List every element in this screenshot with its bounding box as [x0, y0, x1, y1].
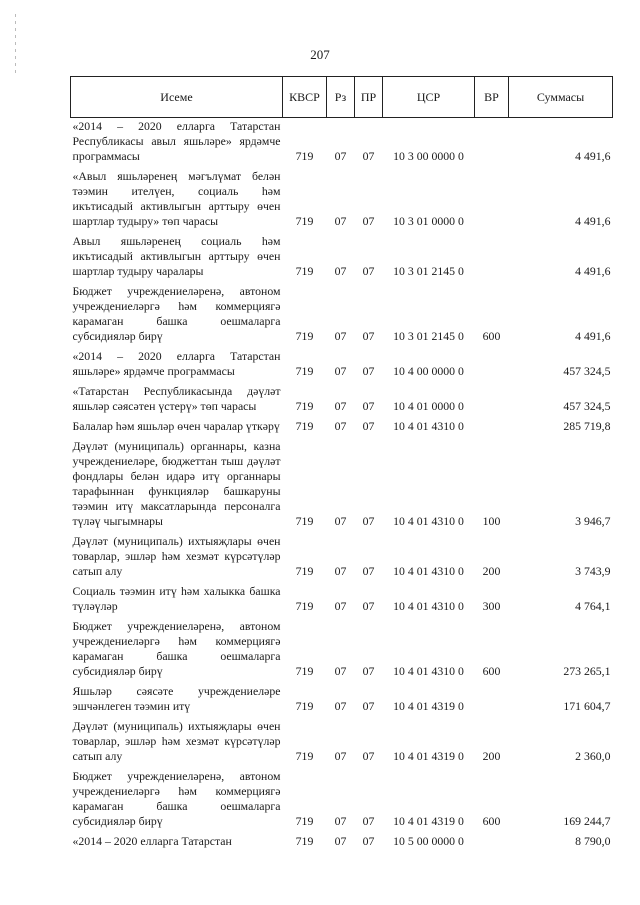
- cell-csr: 10 4 01 4310 0: [393, 599, 464, 613]
- cell-amount: 457 324,5: [563, 364, 611, 378]
- cell-amount: 4 491,6: [575, 264, 611, 278]
- cell-kvsr: 719: [295, 664, 314, 678]
- table-row: [71, 583, 613, 618]
- cell-csr: 10 4 01 4310 0: [393, 419, 464, 433]
- cell-pr: 07: [362, 814, 375, 828]
- cell-kvsr: 719: [295, 599, 314, 613]
- cell-amount: 3 743,9: [575, 564, 611, 578]
- cell-pr: 07: [362, 419, 375, 433]
- cell-csr: 10 3 00 0000 0: [393, 149, 464, 163]
- cell-rz: 07: [334, 699, 347, 713]
- table-row: [71, 233, 613, 283]
- cell-kvsr: 719: [295, 699, 314, 713]
- cell-vr: 600: [482, 664, 501, 678]
- cell-pr: 07: [362, 149, 375, 163]
- cell-rz: 07: [334, 399, 347, 413]
- cell-csr: 10 3 01 2145 0: [393, 264, 464, 278]
- cell-vr: [475, 233, 509, 283]
- header-rz: Рз: [327, 77, 355, 118]
- header-name: Исеме: [71, 77, 283, 118]
- cell-pr: 07: [362, 699, 375, 713]
- cell-rz: 07: [334, 514, 347, 528]
- cell-vr: [475, 418, 509, 438]
- cell-vr: [475, 383, 509, 418]
- cell-vr: 300: [482, 599, 501, 613]
- cell-pr: 07: [362, 599, 375, 613]
- cell-name: Авыл яшьләренең социаль һәм икътисадый активлыгын арттыру өчен шартлар тудыру чаралары: [72, 234, 281, 278]
- table-header-row: [71, 77, 613, 118]
- cell-amount: 8 790,0: [575, 834, 611, 848]
- cell-name: «2014 – 2020 елларга Татарстан Республикасы авыл яшьләре» ярдәмче программасы: [72, 119, 281, 163]
- table-row: [71, 348, 613, 383]
- scan-margin-mark: [15, 14, 16, 74]
- cell-kvsr: 719: [295, 834, 314, 848]
- cell-vr: 600: [482, 329, 501, 343]
- table-row: [71, 168, 613, 233]
- cell-csr: 10 4 01 4319 0: [393, 749, 464, 763]
- cell-name: Балалар һәм яшьләр өчен чаралар үткәрү: [72, 419, 280, 433]
- table-row: [71, 118, 613, 169]
- cell-name: «Татарстан Республикасында дәүләт яшьләр сәясәтен үстерү» төп чарасы: [72, 384, 281, 413]
- cell-kvsr: 719: [295, 214, 314, 228]
- cell-pr: 07: [362, 749, 375, 763]
- table-row: [71, 533, 613, 583]
- cell-name: Дәүләт (муниципаль) ихтыяҗлары өчен товарлар, эшләр һәм хезмәт күрсәтүләр сатып алу: [72, 719, 281, 763]
- cell-name: Дәүләт (муниципаль) органнары, казна учреждениеләре, бюджеттан тыш дәүләт фондлары белән идарә итү органнары тарафыннан функцияләр башкаруны тәэмин итү максатларында персоналга түләү чыгымнары: [72, 439, 281, 528]
- cell-vr: 100: [482, 514, 501, 528]
- cell-csr: 10 5 00 0000 0: [393, 834, 464, 848]
- table-row: [71, 683, 613, 718]
- table-row: [71, 833, 613, 853]
- cell-csr: 10 4 01 4310 0: [393, 564, 464, 578]
- cell-rz: 07: [334, 664, 347, 678]
- table-row: [71, 718, 613, 768]
- cell-kvsr: 719: [295, 364, 314, 378]
- cell-pr: 07: [362, 834, 375, 848]
- cell-amount: 4 491,6: [575, 329, 611, 343]
- cell-amount: 2 360,0: [575, 749, 611, 763]
- cell-rz: 07: [334, 364, 347, 378]
- table-row: [71, 418, 613, 438]
- table-row: [71, 438, 613, 533]
- cell-vr: 200: [482, 564, 501, 578]
- cell-pr: 07: [362, 664, 375, 678]
- header-kvsr: КВСР: [283, 77, 327, 118]
- cell-kvsr: 719: [295, 419, 314, 433]
- budget-table: [70, 76, 613, 853]
- cell-amount: 273 265,1: [563, 664, 611, 678]
- cell-name: Социаль тәэмин итү һәм халыкка башка түләүләр: [72, 584, 281, 613]
- cell-rz: 07: [334, 834, 347, 848]
- cell-kvsr: 719: [295, 149, 314, 163]
- cell-pr: 07: [362, 214, 375, 228]
- cell-pr: 07: [362, 564, 375, 578]
- cell-csr: 10 4 01 4310 0: [393, 514, 464, 528]
- cell-amount: 3 946,7: [575, 514, 611, 528]
- cell-amount: 4 491,6: [575, 149, 611, 163]
- cell-pr: 07: [362, 514, 375, 528]
- cell-pr: 07: [362, 364, 375, 378]
- cell-csr: 10 3 01 2145 0: [393, 329, 464, 343]
- header-amount: Суммасы: [509, 77, 613, 118]
- cell-rz: 07: [334, 329, 347, 343]
- cell-csr: 10 4 01 4319 0: [393, 699, 464, 713]
- cell-rz: 07: [334, 214, 347, 228]
- cell-name: Бюджет учреждениеләренә, автоном учреждениеләргә һәм коммерциягә карамаган башка оешмаларга субсидияләр бирү: [72, 769, 281, 828]
- cell-kvsr: 719: [295, 329, 314, 343]
- cell-amount: 4 491,6: [575, 214, 611, 228]
- page-number: 207: [310, 47, 330, 62]
- cell-kvsr: 719: [295, 564, 314, 578]
- cell-rz: 07: [334, 599, 347, 613]
- cell-rz: 07: [334, 749, 347, 763]
- cell-amount: 457 324,5: [563, 399, 611, 413]
- cell-amount: 285 719,8: [563, 419, 611, 433]
- cell-vr: [475, 683, 509, 718]
- cell-name: Бюджет учреждениеләренә, автоном учреждениеләргә һәм коммерциягә карамаган башка оешмаларга субсидияләр бирү: [72, 284, 281, 343]
- cell-amount: 169 244,7: [563, 814, 611, 828]
- cell-name: «Авыл яшьләренең мәгълүмат белән тәэмин ителүен, социаль һәм икътисадый активлыгын арттыру өчен шартлар тудыру» төп чарасы: [72, 169, 281, 228]
- cell-rz: 07: [334, 149, 347, 163]
- cell-vr: [475, 348, 509, 383]
- cell-pr: 07: [362, 329, 375, 343]
- cell-name: Бюджет учреждениеләренә, автоном учреждениеләргә һәм коммерциягә карамаган башка оешмаларга субсидияләр бирү: [72, 619, 281, 678]
- cell-rz: 07: [334, 814, 347, 828]
- cell-kvsr: 719: [295, 399, 314, 413]
- cell-pr: 07: [362, 264, 375, 278]
- cell-amount: 171 604,7: [563, 699, 611, 713]
- cell-kvsr: 719: [295, 814, 314, 828]
- cell-amount: 4 764,1: [575, 599, 611, 613]
- table-row: [71, 768, 613, 833]
- cell-csr: 10 4 01 4310 0: [393, 664, 464, 678]
- cell-csr: 10 4 01 0000 0: [393, 399, 464, 413]
- cell-name: «2014 – 2020 елларга Татарстан яшьләре» ярдәмче программасы: [72, 349, 281, 378]
- cell-rz: 07: [334, 564, 347, 578]
- table-row: [71, 283, 613, 348]
- cell-kvsr: 719: [295, 264, 314, 278]
- cell-kvsr: 719: [295, 514, 314, 528]
- cell-csr: 10 4 00 0000 0: [393, 364, 464, 378]
- cell-name: «2014 – 2020 елларга Татарстан: [72, 834, 232, 848]
- cell-vr: [475, 118, 509, 169]
- cell-kvsr: 719: [295, 749, 314, 763]
- cell-name: Яшьләр сәясәте учреждениеләре эшчәнлеген тәэмин итү: [72, 684, 281, 713]
- table-row: [71, 618, 613, 683]
- header-vr: ВР: [475, 77, 509, 118]
- cell-vr: 600: [482, 814, 501, 828]
- table-row: [71, 383, 613, 418]
- cell-rz: 07: [334, 419, 347, 433]
- cell-name: Дәүләт (муниципаль) ихтыяҗлары өчен товарлар, эшләр һәм хезмәт күрсәтүләр сатып алу: [72, 534, 281, 578]
- cell-vr: [475, 168, 509, 233]
- cell-rz: 07: [334, 264, 347, 278]
- header-csr: ЦСР: [383, 77, 475, 118]
- cell-vr: 200: [482, 749, 501, 763]
- header-pr: ПР: [355, 77, 383, 118]
- cell-csr: 10 4 01 4319 0: [393, 814, 464, 828]
- cell-pr: 07: [362, 399, 375, 413]
- cell-vr: [475, 833, 509, 853]
- cell-csr: 10 3 01 0000 0: [393, 214, 464, 228]
